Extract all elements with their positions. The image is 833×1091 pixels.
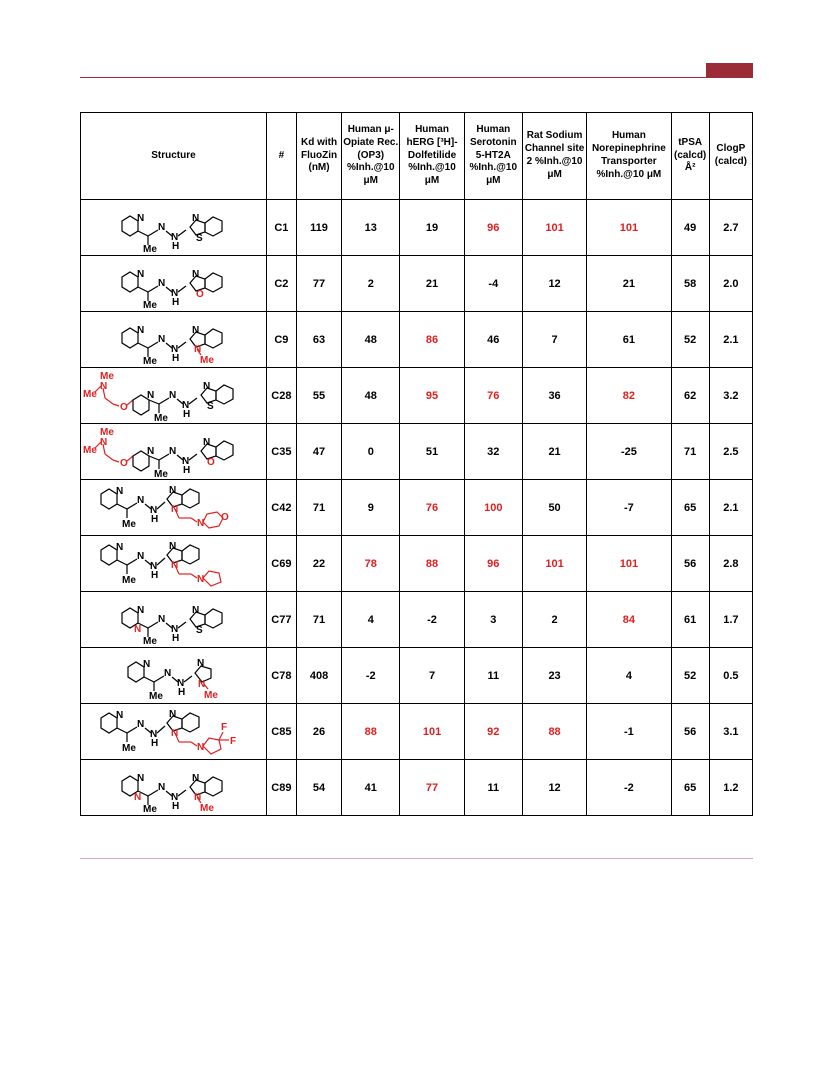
clogp-value: 1.7 (709, 592, 752, 648)
tpsa-value: 65 (671, 480, 709, 536)
serotonin-value: 3 (464, 592, 522, 648)
header-accent-tab (706, 63, 753, 77)
sodium-value: 21 (522, 424, 586, 480)
atom-label: Me (100, 370, 115, 382)
kd-value: 77 (296, 256, 341, 312)
header-row (81, 113, 753, 200)
structure-cell (81, 760, 267, 816)
structure-cell (81, 648, 267, 704)
norepinephrine-value: -25 (587, 424, 671, 480)
col-sodium: Rat Sodium Channel site 2 %Inh.@10 μM (522, 113, 586, 200)
col-herg: Human hERG [³H]-Dolfetilide %Inh.@10 μM (400, 113, 464, 200)
tpsa-value: 58 (671, 256, 709, 312)
table-row (81, 256, 753, 312)
atom-label: N (137, 718, 145, 730)
tpsa-value: 52 (671, 648, 709, 704)
sodium-value: 88 (522, 704, 586, 760)
atom-label: N (137, 494, 145, 506)
serotonin-value: 96 (464, 200, 522, 256)
table-row (81, 648, 753, 704)
atom-label: O (120, 401, 129, 413)
atom-label: Me (149, 690, 164, 701)
herg-value: 51 (400, 424, 464, 480)
structure-c77 (108, 595, 238, 645)
tpsa-value: 56 (671, 536, 709, 592)
col-norepinephrine: Human Norepinephrine Transporter %Inh.@10 μM (587, 113, 671, 200)
serotonin-value: 32 (464, 424, 522, 480)
opiate-value: 13 (342, 200, 400, 256)
sodium-value: 12 (522, 760, 586, 816)
norepinephrine-value: -1 (587, 704, 671, 760)
opiate-value: 48 (342, 368, 400, 424)
serotonin-value: 92 (464, 704, 522, 760)
herg-value: 21 (400, 256, 464, 312)
clogp-value: 2.5 (709, 424, 752, 480)
herg-value: 86 (400, 312, 464, 368)
atom-label: N (197, 517, 205, 529)
atom-label: N (137, 212, 145, 224)
herg-value: 19 (400, 200, 464, 256)
col-kd: Kd with FluoZin (nM) (296, 113, 341, 200)
atom-label: Me (154, 468, 169, 478)
atom-label: N (150, 504, 158, 516)
table-row (81, 480, 753, 536)
structure-cell (81, 368, 267, 424)
norepinephrine-value: 101 (587, 536, 671, 592)
compound-id: C77 (266, 592, 296, 648)
atom-label: N (137, 772, 145, 784)
compound-id: C35 (266, 424, 296, 480)
atom-label: N (197, 741, 205, 753)
structure-c2 (108, 259, 238, 309)
kd-value: 119 (296, 200, 341, 256)
atom-label: N (147, 445, 155, 457)
atom-label: N (116, 485, 124, 497)
norepinephrine-value: 4 (587, 648, 671, 704)
structure-cell (81, 592, 267, 648)
atom-label: N (203, 380, 211, 392)
atom-label: H (172, 296, 180, 308)
serotonin-value: 11 (464, 760, 522, 816)
atom-label: N (182, 455, 190, 467)
compound-id: C1 (266, 200, 296, 256)
herg-value: 77 (400, 760, 464, 816)
compound-id: C69 (266, 536, 296, 592)
table-row (81, 200, 753, 256)
atom-label: N (171, 559, 179, 571)
structure-cell (81, 704, 267, 760)
norepinephrine-value: -7 (587, 480, 671, 536)
col-opiate: Human μ-Opiate Rec. (OP3) %Inh.@10 μM (342, 113, 400, 200)
kd-value: 26 (296, 704, 341, 760)
atom-label: N (164, 667, 172, 679)
atom-label: N (192, 268, 200, 280)
compound-id: C2 (266, 256, 296, 312)
atom-label: O (207, 456, 216, 468)
clogp-value: 2.1 (709, 312, 752, 368)
atom-label: S (196, 232, 204, 244)
tpsa-value: 49 (671, 200, 709, 256)
atom-label: N (134, 791, 142, 803)
tpsa-value: 71 (671, 424, 709, 480)
table-row (81, 536, 753, 592)
sodium-value: 50 (522, 480, 586, 536)
atom-label: Me (143, 803, 158, 813)
atom-label: N (158, 613, 166, 625)
kd-value: 54 (296, 760, 341, 816)
atom-label: N (171, 503, 179, 515)
herg-value: 101 (400, 704, 464, 760)
structure-c9 (108, 315, 238, 365)
opiate-value: 4 (342, 592, 400, 648)
atom-label: H (183, 408, 191, 420)
norepinephrine-value: 82 (587, 368, 671, 424)
compound-id: C28 (266, 368, 296, 424)
atom-label: N (137, 268, 145, 280)
atom-label: H (172, 632, 180, 644)
atom-label: Me (200, 802, 215, 813)
structure-c89 (108, 763, 238, 813)
atom-label: N (171, 343, 179, 355)
clogp-value: 2.7 (709, 200, 752, 256)
atom-label: Me (100, 426, 115, 438)
sodium-value: 7 (522, 312, 586, 368)
atom-label: N (203, 436, 211, 448)
clogp-value: 1.2 (709, 760, 752, 816)
atom-label: N (137, 550, 145, 562)
atom-label: H (151, 513, 159, 525)
atom-label: N (171, 791, 179, 803)
atom-label: H (172, 240, 180, 252)
atom-label: Me (122, 518, 137, 530)
clogp-value: 2.0 (709, 256, 752, 312)
compound-id: C89 (266, 760, 296, 816)
atom-label: Me (122, 742, 137, 754)
atom-label: N (150, 728, 158, 740)
kd-value: 47 (296, 424, 341, 480)
kd-value: 63 (296, 312, 341, 368)
atom-label: N (143, 658, 151, 670)
structure-c85 (93, 706, 253, 758)
kd-value: 408 (296, 648, 341, 704)
atom-label: Me (122, 574, 137, 586)
serotonin-value: 76 (464, 368, 522, 424)
atom-label: H (151, 737, 159, 749)
atom-label: N (192, 772, 200, 784)
clogp-value: 3.1 (709, 704, 752, 760)
herg-value: 88 (400, 536, 464, 592)
atom-label: N (194, 343, 202, 355)
atom-label: N (150, 560, 158, 572)
norepinephrine-value: 101 (587, 200, 671, 256)
atom-label: N (198, 678, 206, 690)
atom-label: N (197, 573, 205, 585)
opiate-value: 41 (342, 760, 400, 816)
structure-cell (81, 312, 267, 368)
opiate-value: 2 (342, 256, 400, 312)
sodium-value: 36 (522, 368, 586, 424)
atom-label: N (197, 657, 205, 669)
col-clogp: ClogP (calcd) (709, 113, 752, 200)
atom-label: N (192, 324, 200, 336)
col-tpsa: tPSA (calcd) Å² (671, 113, 709, 200)
atom-label: N (177, 677, 185, 689)
atom-label: H (178, 686, 186, 698)
norepinephrine-value: 61 (587, 312, 671, 368)
sodium-value: 12 (522, 256, 586, 312)
kd-value: 71 (296, 480, 341, 536)
atom-label: Me (83, 444, 98, 456)
atom-label: N (194, 791, 202, 803)
atom-label: N (158, 333, 166, 345)
sodium-value: 101 (522, 200, 586, 256)
atom-label: N (192, 212, 200, 224)
atom-label: Me (143, 243, 158, 253)
structure-c28 (83, 370, 263, 422)
serotonin-value: -4 (464, 256, 522, 312)
col-structure: Structure (81, 113, 267, 200)
header-rule (80, 77, 753, 78)
atom-label: N (100, 380, 108, 392)
tpsa-value: 61 (671, 592, 709, 648)
atom-label: N (137, 604, 145, 616)
table-row (81, 760, 753, 816)
compound-id: C9 (266, 312, 296, 368)
serotonin-value: 100 (464, 480, 522, 536)
atom-label: N (169, 389, 177, 401)
norepinephrine-value: -2 (587, 760, 671, 816)
atom-label: N (182, 399, 190, 411)
tpsa-value: 56 (671, 704, 709, 760)
atom-label: N (116, 709, 124, 721)
clogp-value: 3.2 (709, 368, 752, 424)
table-row (81, 424, 753, 480)
compound-id: C85 (266, 704, 296, 760)
atom-label: N (158, 781, 166, 793)
atom-label: N (169, 540, 177, 552)
atom-label: N (147, 389, 155, 401)
atom-label: Me (143, 299, 158, 309)
opiate-value: 48 (342, 312, 400, 368)
atom-label: N (171, 623, 179, 635)
kd-value: 71 (296, 592, 341, 648)
atom-label: Me (204, 689, 219, 701)
tpsa-value: 65 (671, 760, 709, 816)
structure-cell (81, 480, 267, 536)
structure-cell (81, 536, 267, 592)
atom-label: Me (143, 635, 158, 645)
table-row (81, 704, 753, 760)
atom-label: O (221, 511, 230, 523)
sodium-value: 23 (522, 648, 586, 704)
tpsa-value: 52 (671, 312, 709, 368)
compound-id: C42 (266, 480, 296, 536)
opiate-value: 0 (342, 424, 400, 480)
table-row (81, 312, 753, 368)
atom-label: N (169, 484, 177, 496)
opiate-value: -2 (342, 648, 400, 704)
atom-label: F (230, 735, 237, 747)
structure-cell (81, 200, 267, 256)
serotonin-value: 96 (464, 536, 522, 592)
atom-label: N (171, 287, 179, 299)
atom-label: H (183, 464, 191, 476)
opiate-value: 9 (342, 480, 400, 536)
atom-label: N (169, 708, 177, 720)
col-number: # (266, 113, 296, 200)
atom-label: N (158, 277, 166, 289)
herg-value: 76 (400, 480, 464, 536)
opiate-value: 78 (342, 536, 400, 592)
structure-c42 (93, 482, 253, 534)
atom-label: N (158, 221, 166, 233)
atom-label: N (192, 604, 200, 616)
clogp-value: 2.1 (709, 480, 752, 536)
atom-label: Me (154, 412, 169, 422)
herg-value: 95 (400, 368, 464, 424)
compound-table (80, 112, 753, 816)
norepinephrine-value: 84 (587, 592, 671, 648)
clogp-value: 2.8 (709, 536, 752, 592)
atom-label: N (171, 727, 179, 739)
atom-label: O (120, 457, 129, 469)
serotonin-value: 46 (464, 312, 522, 368)
atom-label: N (134, 623, 142, 635)
col-serotonin: Human Serotonin 5-HT2A %Inh.@10 μM (464, 113, 522, 200)
atom-label: S (196, 624, 204, 636)
atom-label: H (172, 800, 180, 812)
kd-value: 22 (296, 536, 341, 592)
structure-c78 (118, 651, 228, 701)
atom-label: N (171, 231, 179, 243)
structure-cell (81, 256, 267, 312)
atom-label: N (116, 541, 124, 553)
atom-label: Me (143, 355, 158, 365)
clogp-value: 0.5 (709, 648, 752, 704)
atom-label: S (207, 400, 215, 412)
norepinephrine-value: 21 (587, 256, 671, 312)
atom-label: Me (200, 354, 215, 365)
serotonin-value: 11 (464, 648, 522, 704)
atom-label: H (172, 352, 180, 364)
table-row (81, 368, 753, 424)
structure-c1 (108, 203, 238, 253)
atom-label: O (196, 288, 205, 300)
opiate-value: 88 (342, 704, 400, 760)
structure-c69 (93, 538, 253, 590)
sodium-value: 2 (522, 592, 586, 648)
atom-label: N (137, 324, 145, 336)
atom-label: Me (83, 388, 98, 400)
table-row (81, 592, 753, 648)
compound-id: C78 (266, 648, 296, 704)
kd-value: 55 (296, 368, 341, 424)
structure-c35 (83, 426, 263, 478)
atom-label: N (169, 445, 177, 457)
atom-label: H (151, 569, 159, 581)
herg-value: 7 (400, 648, 464, 704)
atom-label: F (221, 721, 228, 733)
atom-label: N (100, 436, 108, 448)
herg-value: -2 (400, 592, 464, 648)
footer-rule (80, 858, 753, 859)
structure-cell (81, 424, 267, 480)
tpsa-value: 62 (671, 368, 709, 424)
sodium-value: 101 (522, 536, 586, 592)
